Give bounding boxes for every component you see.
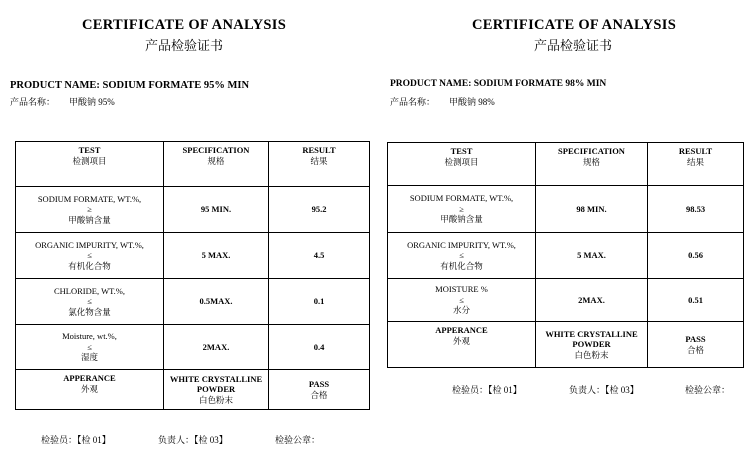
product-name-cn: [390, 95, 495, 108]
result-cell: 0.4: [269, 325, 370, 370]
result-cell: PASS 合格: [269, 370, 370, 410]
spec-cell: 2MAX.: [164, 325, 269, 370]
header-row: [388, 143, 744, 186]
seal-label: 检验公章：: [275, 435, 321, 445]
analysis-table: [387, 142, 744, 368]
header-test: TEST 检测项目: [388, 143, 536, 186]
responsible-label: 负责人：【检 03】: [158, 435, 228, 445]
table-row: [16, 370, 370, 410]
result-cell: 98.53: [648, 186, 744, 233]
test-cell: SODIUM FORMATE, WT.%, ≥ 甲酸钠含量: [16, 187, 164, 233]
test-cell: MOISTURE % ≤ 水分: [388, 279, 536, 322]
header-row: [16, 142, 370, 187]
certificate-title: CERTIFICATE OF ANALYSIS: [472, 17, 677, 33]
product-name: PRODUCT NAME: SODIUM FORMATE 95% MIN: [10, 80, 250, 91]
test-cell: APPERANCE 外观: [388, 322, 536, 368]
responsible-label: 负责人：【检 03】: [569, 385, 639, 395]
header-specification: SPECIFICATION 规格: [536, 143, 648, 186]
table-row: [16, 279, 370, 325]
certificate-title-cn: 产品检验证书: [534, 38, 613, 53]
test-cell: ORGANIC IMPURITY, WT.%, ≤ 有机化合物: [16, 233, 164, 279]
spec-cell: WHITE CRYSTALLINE POWDER 白色粉末: [536, 322, 648, 368]
product-name-cn: [10, 95, 115, 108]
result-cell: 0.56: [648, 233, 744, 279]
inspector-label: 检验员：【检 01】: [452, 385, 522, 395]
product-name-cn-label: 产品名称：: [10, 97, 56, 107]
certificate-title-cn: 产品检验证书: [145, 38, 224, 53]
spec-cell: 5 MAX.: [164, 233, 269, 279]
product-name-cn-label: 产品名称：: [390, 97, 436, 107]
test-cell: ORGANIC IMPURITY, WT.%, ≤ 有机化合物: [388, 233, 536, 279]
table-row: [388, 322, 744, 368]
table-row: [16, 325, 370, 370]
test-cell: Moisture, wt.%, ≤ 湿度: [16, 325, 164, 370]
header-result: RESULT 结果: [269, 142, 370, 187]
result-cell: PASS 合格: [648, 322, 744, 368]
table-row: [16, 233, 370, 279]
table-row: [388, 186, 744, 233]
test-cell: SODIUM FORMATE, WT.%, ≥ 甲酸钠含量: [388, 186, 536, 233]
inspector-label: 检验员：【检 01】: [41, 435, 111, 445]
analysis-table: [15, 141, 370, 410]
spec-cell: 98 MIN.: [536, 186, 648, 233]
header-result: RESULT 结果: [648, 143, 744, 186]
spec-cell: 5 MAX.: [536, 233, 648, 279]
product-name-cn-value: 甲酸钠 95%: [69, 97, 115, 107]
spec-cell: WHITE CRYSTALLINE POWDER 白色粉末: [164, 370, 269, 410]
result-cell: 0.51: [648, 279, 744, 322]
header-test: TEST 检测项目: [16, 142, 164, 187]
result-cell: 95.2: [269, 187, 370, 233]
spec-cell: 2MAX.: [536, 279, 648, 322]
table-row: [388, 233, 744, 279]
product-name: PRODUCT NAME: SODIUM FORMATE 98% MIN: [390, 79, 607, 89]
table-row: [388, 279, 744, 322]
header-specification: SPECIFICATION 规格: [164, 142, 269, 187]
certificate-title: CERTIFICATE OF ANALYSIS: [82, 17, 287, 33]
test-cell: CHLORIDE, WT.%, ≤ 氯化物含量: [16, 279, 164, 325]
test-cell: APPERANCE 外观: [16, 370, 164, 410]
seal-label: 检验公章：: [685, 385, 731, 395]
spec-cell: 95 MIN.: [164, 187, 269, 233]
spec-cell: 0.5MAX.: [164, 279, 269, 325]
product-name-cn-value: 甲酸钠 98%: [449, 97, 495, 107]
table-row: [16, 187, 370, 233]
result-cell: 4.5: [269, 233, 370, 279]
result-cell: 0.1: [269, 279, 370, 325]
